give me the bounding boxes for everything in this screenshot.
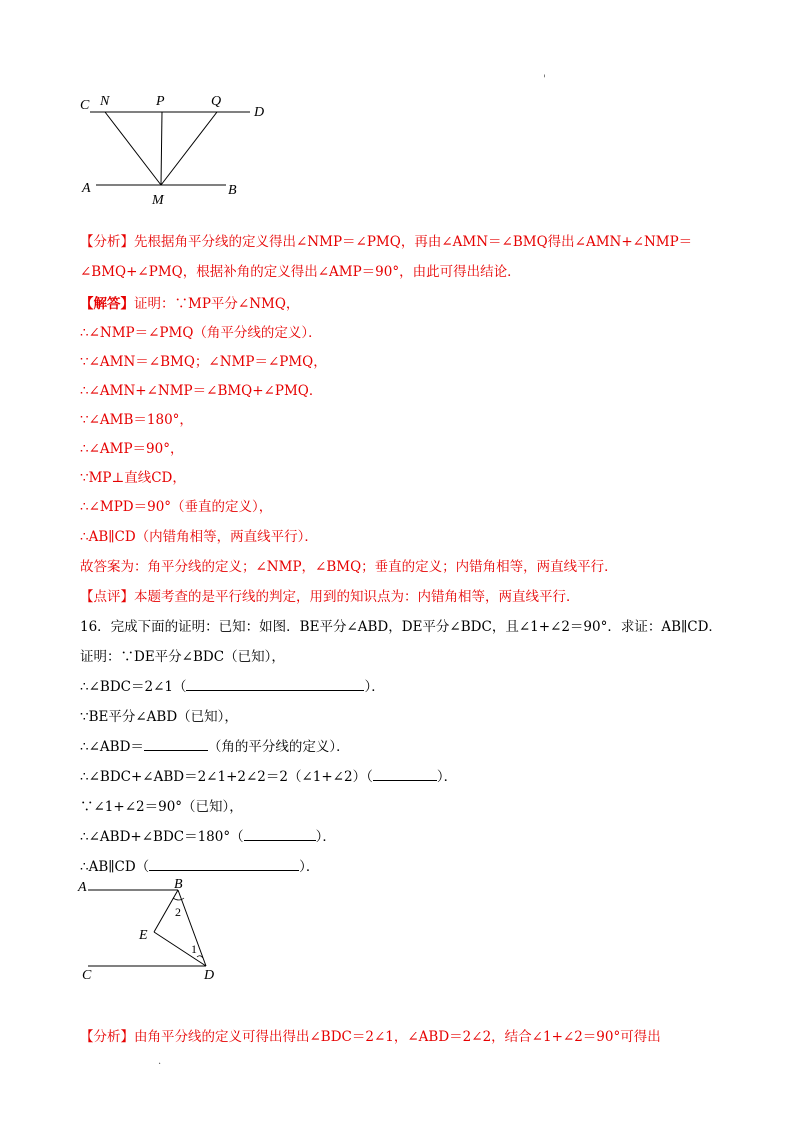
proof-step-7: [80, 857, 760, 877]
solution-first-line: [80, 294, 760, 314]
figure-2-svg: [78, 878, 228, 983]
figure-triangle-bisectors: [78, 878, 228, 983]
solution-step: ∴∠AMN+∠NMP＝∠BMQ+∠PMQ．: [80, 383, 323, 399]
solution-step: ∵∠AMB＝180°，: [80, 412, 193, 428]
analysis-2-line-1: 【分析】由角平分线的定义可得出得出∠BDC＝2∠1，∠ABD＝2∠2，结合∠1+∠2＝90°可得出: [80, 1029, 661, 1045]
segment-mp: [161, 112, 162, 185]
solution-step: ∴AB∥CD（内错角相等，两直线平行）．: [80, 529, 318, 545]
label-b: B: [228, 183, 237, 198]
answer-line: 故答案为：角平分线的定义；∠NMP，∠BMQ；垂直的定义；内错角相等，两直线平行．: [80, 559, 618, 575]
proof-step-6-text: ∴∠ABD+∠BDC＝180°（: [80, 829, 244, 845]
proof-step-3-text: ∴∠ABD＝: [80, 739, 144, 755]
label-q: Q: [211, 94, 222, 109]
solution-tag: 【解答】: [80, 296, 134, 312]
label-d: D: [204, 968, 215, 983]
proof-step-6-end: ）．: [315, 829, 336, 845]
solution-step: ∴∠AMP＝90°，: [80, 441, 184, 457]
analysis-line-1: 【分析】先根据角平分线的定义得出∠NMP＝∠PMQ，再由∠AMN＝∠BMQ得出∠AMN+∠NMP＝: [80, 234, 693, 250]
solution-step: ∴∠NMP＝∠PMQ（角平分线的定义）．: [80, 325, 322, 341]
stray-mark-bottom: .: [158, 1056, 162, 1067]
label-p: P: [156, 94, 165, 109]
answer-blank-2[interactable]: [144, 738, 208, 751]
segment-ed: [154, 932, 206, 966]
figure-1-svg: [78, 92, 278, 207]
proof-step-4: [80, 767, 760, 787]
solution-step: ∴∠MPD＝90°（垂直的定义），: [80, 499, 273, 515]
proof-step-6: [80, 827, 760, 847]
proof-step-5: ∵∠1+∠2＝90°（已知），: [80, 799, 243, 815]
proof-step-4-end: ）．: [436, 769, 458, 785]
solution-step: ∵∠AMN＝∠BMQ；∠NMP＝∠PMQ，: [80, 354, 327, 370]
proof-step-1-end: ）．: [364, 679, 385, 695]
proof-step-3-end: （角的平分线的定义）．: [207, 739, 350, 755]
proof-step-4-text: ∴∠BDC+∠ABD＝2∠1+2∠2＝2（∠1+∠2）（: [80, 769, 373, 785]
label-m: M: [152, 193, 164, 208]
answer-blank-3[interactable]: [373, 768, 437, 781]
label-n: N: [100, 94, 110, 109]
proof-step-2: ∵BE平分∠ABD（已知），: [80, 709, 238, 725]
answer-blank-5[interactable]: [149, 858, 299, 871]
label-c: C: [82, 968, 92, 983]
proof-step-7-end: ）．: [299, 859, 320, 875]
label-d: D: [254, 105, 265, 120]
proof-step-1: [80, 677, 760, 697]
figure-parallel-lines-mp: [78, 92, 278, 207]
label-angle-2: 2: [175, 905, 181, 919]
label-b: B: [174, 877, 183, 892]
problem-16-statement: 16．完成下面的证明：已知：如图．BE平分∠ABD，DE平分∠BDC，且∠1+∠2＝90°．求证：AB∥CD．: [80, 619, 722, 635]
proof-start: 证明：∵DE平分∠BDC（已知），: [80, 649, 285, 665]
solution-first-text: 证明：∵MP平分∠NMQ，: [134, 296, 300, 312]
label-c: C: [80, 98, 90, 113]
answer-blank-4[interactable]: [244, 828, 316, 841]
solution-step: ∵MP⊥直线CD，: [80, 470, 186, 486]
label-a: A: [78, 880, 87, 895]
label-a: A: [82, 181, 91, 196]
segment-mq: [161, 112, 217, 185]
answer-blank-1[interactable]: [186, 678, 364, 691]
angle-2-arc: [173, 898, 184, 900]
proof-step-1-text: ∴∠BDC＝2∠1（: [80, 679, 187, 695]
segment-mn: [105, 112, 161, 185]
label-e: E: [139, 928, 148, 943]
analysis-line-2: ∠BMQ+∠PMQ，根据补角的定义得出∠AMP＝90°，由此可得出结论．: [80, 264, 521, 280]
proof-step-3: [80, 737, 760, 757]
stray-mark-top: ': [543, 74, 546, 85]
comment-line: 【点评】本题考查的是平行线的判定，用到的知识点为：内错角相等，两直线平行．: [80, 589, 580, 605]
label-angle-1: 1: [191, 942, 197, 956]
proof-step-7-text: ∴AB∥CD（: [80, 859, 150, 875]
